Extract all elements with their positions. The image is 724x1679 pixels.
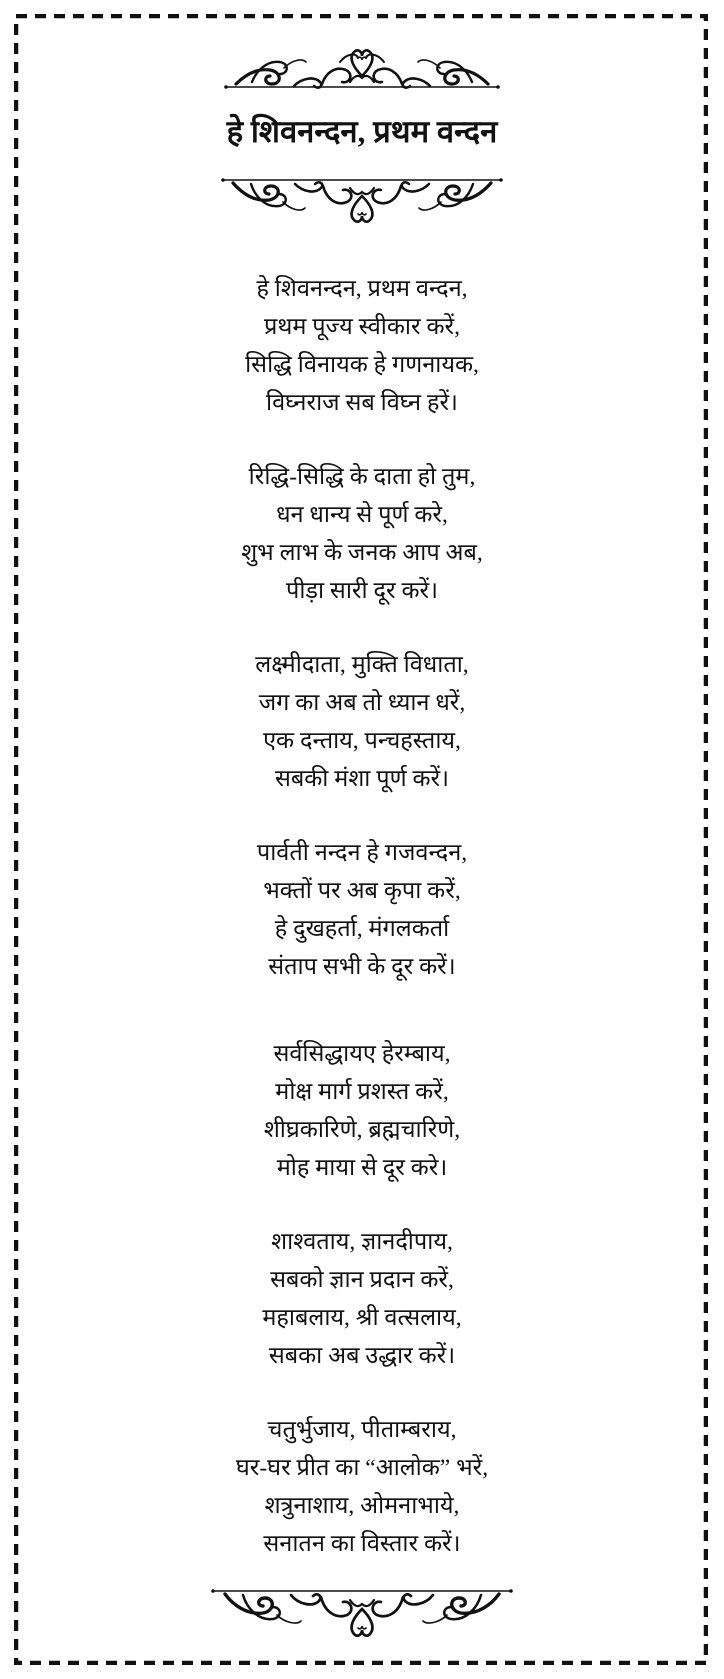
poem-line: हे दुखहर्ता, मंगलकर्ता — [274, 916, 450, 942]
stanza-spacer — [0, 1187, 724, 1223]
stanza-4 — [0, 834, 724, 986]
poem-line: महाबलाय, श्री वत्सलाय, — [262, 1305, 462, 1331]
poem-line: सिद्धि विनायक हे गणनायक, — [245, 352, 479, 378]
stanza-7 — [0, 1411, 724, 1563]
stanza-spacer — [0, 422, 724, 458]
poem-line: सबका अब उद्धार करें। — [268, 1343, 456, 1369]
poem-line: रिद्धि-सिद्धि के दाता हो तुम, — [248, 464, 476, 490]
poem-line: प्रथम पूज्य स्वीकार करें, — [263, 314, 461, 340]
poem-line: धन धान्य से पूर्ण करे, — [276, 502, 448, 528]
poem-line: शुभ लाभ के जनक आप अब, — [241, 540, 483, 566]
stanza-2 — [0, 458, 724, 610]
stanza-spacer — [0, 610, 724, 646]
top-ornament-divider-icon — [222, 46, 502, 92]
poem-body — [0, 270, 724, 1563]
poem-line: लक्ष्मीदाता, मुक्ति विधाता, — [255, 652, 469, 678]
stanza-spacer — [0, 798, 724, 834]
poem-line: मोक्ष मार्ग प्रशस्त करें, — [275, 1079, 449, 1105]
poem-line: शत्रुनाशाय, ओमनाभाये, — [264, 1493, 460, 1519]
poem-line: पार्वती नन्दन हे गजवन्दन, — [256, 840, 468, 866]
poem-line: भक्तों पर अब कृपा करें, — [263, 878, 461, 904]
stanza-6 — [0, 1223, 724, 1375]
poem-line: शाश्वताय, ज्ञानदीपाय, — [271, 1229, 453, 1255]
poem-line: सबकी मंशा पूर्ण करें। — [274, 766, 450, 792]
poem-line: मोह माया से दूर करे। — [276, 1155, 448, 1181]
poem-line: शीघ्रकारिणे, ब्रह्मचारिणे, — [263, 1117, 461, 1143]
poem-line: चतुर्भुजाय, पीताम्बराय, — [267, 1417, 457, 1443]
stanza-spacer — [0, 1375, 724, 1411]
stanza-1 — [0, 270, 724, 422]
stanza-3 — [0, 646, 724, 798]
stanza-5 — [0, 1035, 724, 1187]
poem-line: पीड़ा सारी दूर करें। — [285, 578, 439, 604]
poem-line: विघ्नराज सब विघ्न हरें। — [266, 390, 458, 416]
poem-title: हे शिवनन्दन, प्रथम वन्दन — [226, 114, 498, 149]
poem-line: हे शिवनन्दन, प्रथम वन्दन, — [256, 276, 468, 302]
poem-line: सर्वसिद्धायए हेरम्बाय, — [273, 1041, 451, 1067]
poem-line: संताप सभी के दूर करें। — [268, 954, 456, 980]
poem-line: जग का अब तो ध्यान धरें, — [258, 690, 466, 716]
poem-line: सबको ज्ञान प्रदान करें, — [270, 1267, 454, 1293]
title-underline-ornament-icon — [219, 174, 505, 226]
bottom-ornament-divider-icon — [209, 1585, 515, 1641]
poem-line: एक दन्ताय, पन्चहस्ताय, — [263, 728, 461, 754]
poem-line: घर-घर प्रीत का “आलोक” भरें, — [235, 1455, 489, 1481]
poem-line: सनातन का विस्तार करें। — [263, 1531, 461, 1557]
stanza-spacer — [0, 986, 724, 1035]
